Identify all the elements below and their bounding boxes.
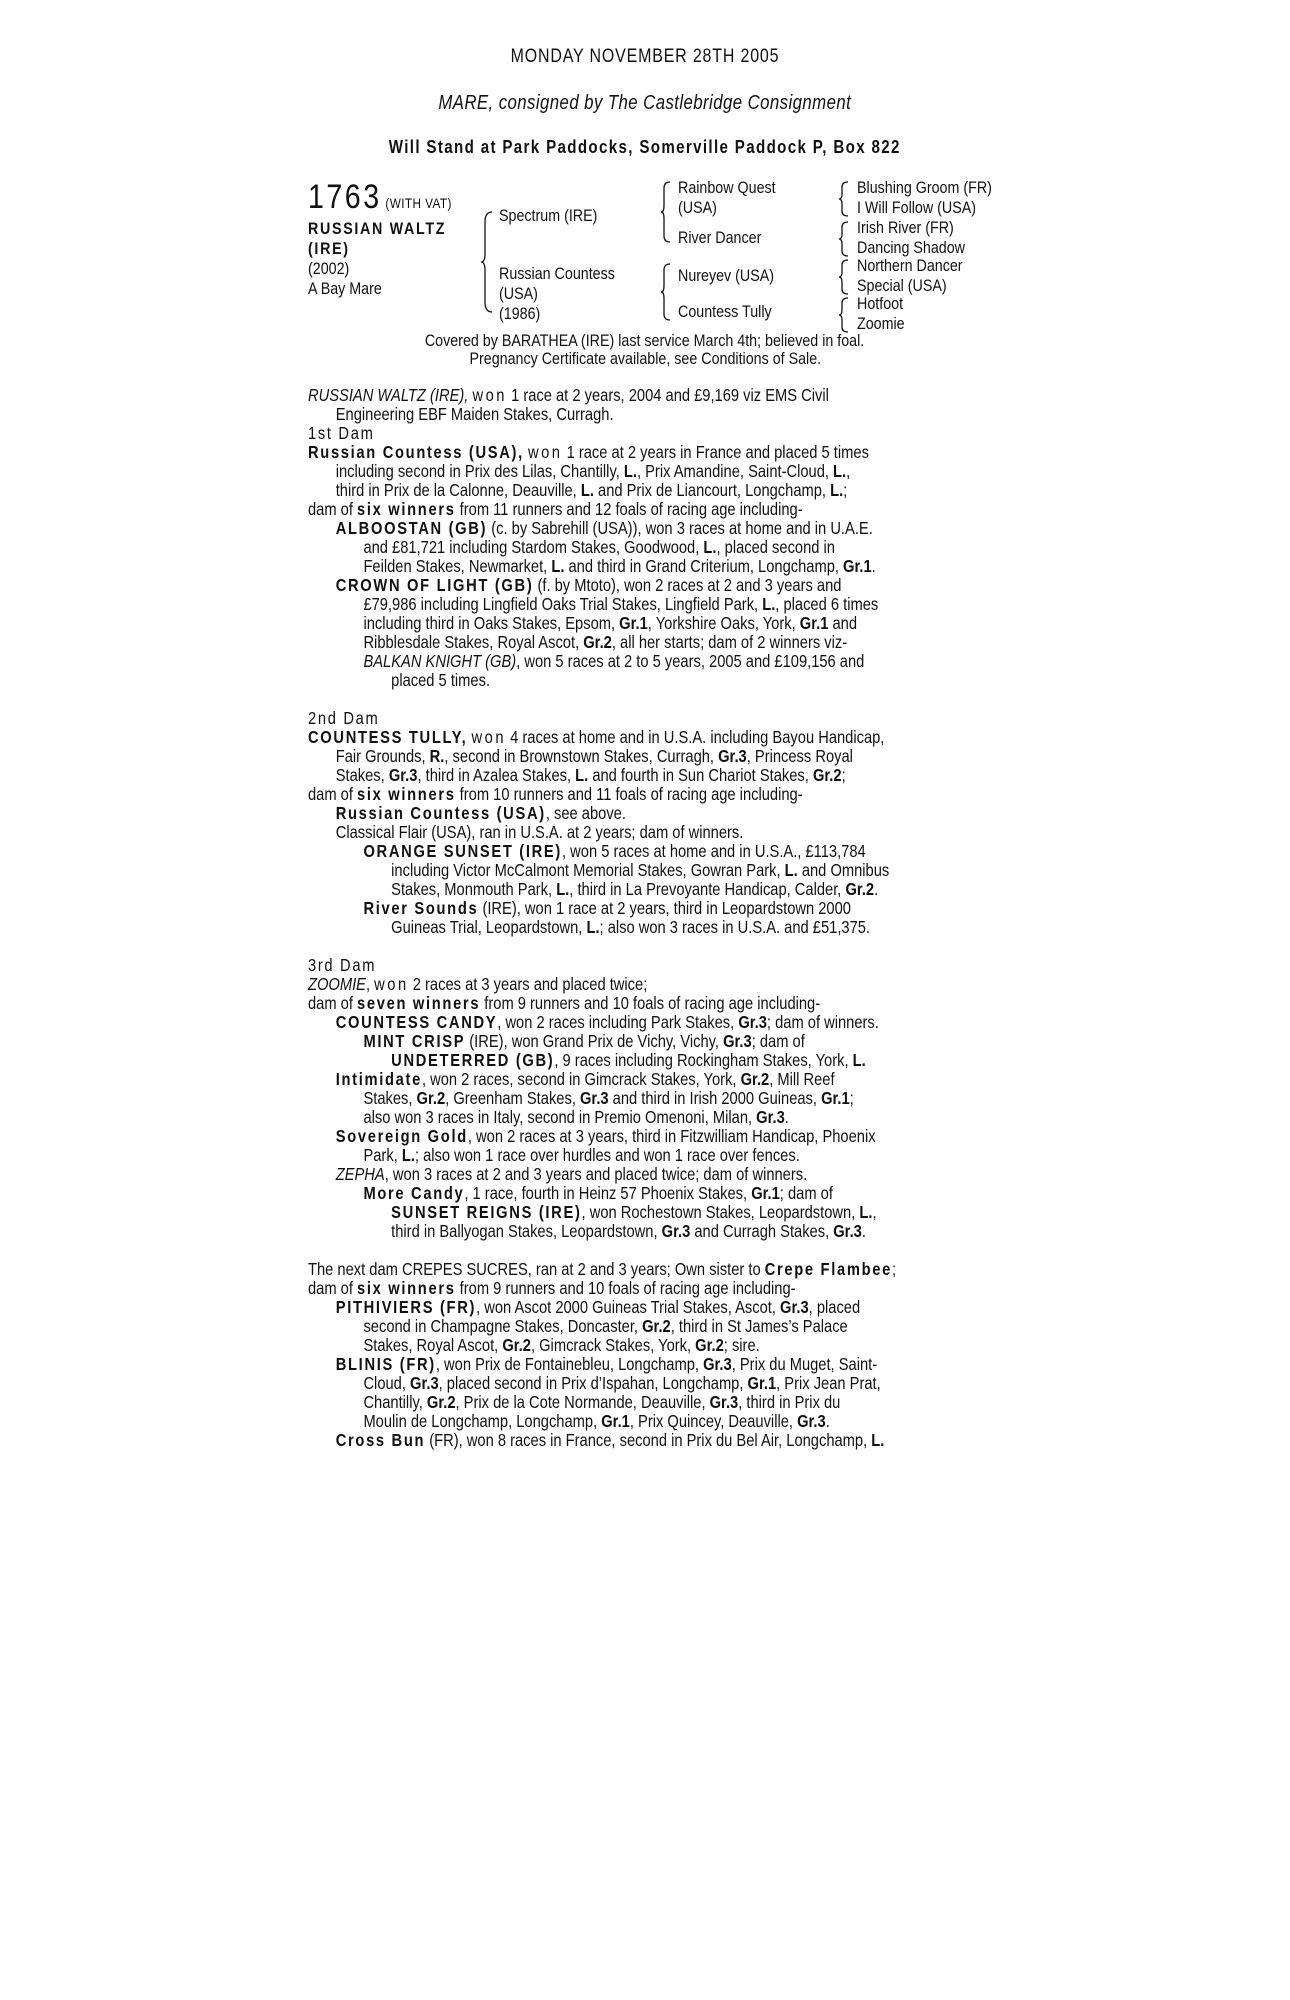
text-line: Russian Countess (USA), see above. [335,803,626,823]
section-heading: 2nd Dam [308,708,380,728]
vat-note: (WITH VAT) [385,195,452,211]
text-line: also won 3 races in Italy, second in Premio Omenoni, Milan, Gr.3. [363,1107,789,1127]
text-line: dam of six winners from 9 runners and 10 foals of racing age including- [308,1278,796,1298]
text-line: Sovereign Gold, won 2 races at 3 years, third in Fitzwilliam Handicap, Phoenix [335,1126,876,1146]
text-line: third in Prix de la Calonne, Deauville, L. and Prix de Liancourt, Longchamp, L.; [335,480,848,500]
text-line: COUNTESS CANDY, won 2 races including Park Stakes, Gr.3; dam of winners. [335,1012,879,1032]
text-line: UNDETERRED (GB), 9 races including Rockingham Stakes, York, L. [391,1050,866,1070]
pedigree-sire: Spectrum (IRE) [499,206,598,225]
text-line: The next dam CREPES SUCRES, ran at 2 and 3 years; Own sister to Crepe Flambee; [308,1259,897,1279]
text-line: River Sounds (IRE), won 1 race at 2 years, third in Leopardstown 2000 [363,898,851,918]
text-line: Park, L.; also won 1 race over hurdles and won 1 race over fences. [363,1145,800,1165]
lot-block [308,178,479,299]
text-line: including third in Oaks Stakes, Epsom, Gr.1, Yorkshire Oaks, York, Gr.1 and [363,613,858,633]
text-line: MINT CRISP (IRE), won Grand Prix de Vichy, Vichy, Gr.3; dam of [363,1031,805,1051]
text-line: £79,986 including Lingfield Oaks Trial Stakes, Lingfield Park, L., placed 6 times [363,594,879,614]
text-line: BALKAN KNIGHT (GB), won 5 races at 2 to 5 years, 2005 and £109,156 and [363,651,865,671]
text-line: Guineas Trial, Leopardstown, L.; also won 3 races in U.S.A. and £51,375. [391,917,871,937]
pedigree-sire-dam: River Dancer [678,228,762,247]
stand-location: Will Stand at Park Paddocks, Somerville Paddock P, Box 822 [388,137,901,157]
pedigree-sire-sire: Rainbow Quest (USA) [678,178,776,217]
text-line: Ribblesdale Stakes, Royal Ascot, Gr.2, all her starts; dam of 2 winners viz- [363,632,848,652]
text-line: ZEPHA, won 3 races at 2 and 3 years and placed twice; dam of winners. [335,1164,808,1184]
section-heading: 3rd Dam [308,955,377,975]
text-line: Stakes, Monmouth Park, L., third in La Prevoyante Handicap, Calder, Gr.2. [391,879,879,899]
text-line: BLINIS (FR), won Prix de Fontainebleu, Longchamp, Gr.3, Prix du Muget, Saint- [335,1354,878,1374]
text-line: More Candy, 1 race, fourth in Heinz 57 Phoenix Stakes, Gr.1; dam of [363,1183,833,1203]
text-line: Moulin de Longchamp, Longchamp, Gr.1, Prix Quincey, Deauville, Gr.3. [363,1411,830,1431]
horse-description: A Bay Mare [308,279,382,298]
text-line: Intimidate, won 2 races, second in Gimcrack Stakes, York, Gr.2, Mill Reef [335,1069,835,1089]
horse-country: (IRE) [308,239,350,258]
text-line: Stakes, Royal Ascot, Gr.2, Gimcrack Stakes, York, Gr.2; sire. [363,1335,760,1355]
brace-icon [838,180,850,218]
text-line: placed 5 times. [391,670,491,690]
lot-number: 1763 [308,178,382,216]
text-line: RUSSIAN WALTZ (IRE), won 1 race at 2 years, 2004 and £9,169 viz EMS Civil [308,385,829,405]
text-line: Cross Bun (FR), won 8 races in France, second in Prix du Bel Air, Longchamp, L. [335,1430,885,1450]
text-line: Stakes, Gr.3, third in Azalea Stakes, L. and fourth in Sun Chariot Stakes, Gr.2; [335,765,846,785]
pedigree-gen3-group-1: Blushing Groom (FR) I Will Follow (USA) [857,178,992,217]
horse-year: (2002) [308,259,350,278]
text-line: CROWN OF LIGHT (GB) (f. by Mtoto), won 2 races at 2 and 3 years and [335,575,842,595]
text-line: Classical Flair (USA), ran in U.S.A. at 2 years; dam of winners. [335,822,744,842]
brace-icon [480,210,494,314]
racing-record [308,386,998,1450]
text-line: dam of seven winners from 9 runners and 10 foals of racing age including- [308,993,821,1013]
text-line: ORANGE SUNSET (IRE), won 5 races at home and in U.S.A., £113,784 [363,841,866,861]
text-line: ZOOMIE, won 2 races at 3 years and placed twice; [308,974,648,994]
text-line: Russian Countess (USA), won 1 race at 2 years in France and placed 5 times [308,442,869,462]
pedigree-dam-dam: Countess Tully [678,302,772,321]
text-line: ALBOOSTAN (GB) (c. by Sabrehill (USA)), won 3 races at home and in U.A.E. [335,518,873,538]
brace-icon [660,262,672,322]
pedigree-dam: Russian Countess (USA) (1986) [499,264,615,323]
text-line: including second in Prix des Lilas, Chantilly, L., Prix Amandine, Saint-Cloud, L., [335,461,851,481]
text-line: Stakes, Gr.2, Greenham Stakes, Gr.3 and third in Irish 2000 Guineas, Gr.1; [363,1088,854,1108]
text-line: Engineering EBF Maiden Stakes, Curragh. [335,404,614,424]
pedigree-gen3-group-2: Irish River (FR) Dancing Shadow [857,218,965,257]
text-line: including Victor McCalmont Memorial Stakes, Gowran Park, L. and Omnibus [391,860,890,880]
text-line: dam of six winners from 11 runners and 12 foals of racing age including- [308,499,803,519]
brace-icon [838,220,850,258]
text-line: dam of six winners from 10 runners and 11 foals of racing age including- [308,784,803,804]
pedigree-gen3-group-3: Northern Dancer Special (USA) [857,256,963,295]
text-line: Fair Grounds, R., second in Brownstown Stakes, Curragh, Gr.3, Princess Royal [335,746,853,766]
consignment-line: MARE, consigned by The Castlebridge Consignment [438,92,852,114]
section-heading: 1st Dam [308,423,375,443]
covered-note: Covered by BARATHEA (IRE) last service March 4th; believed in foal. Pregnancy Certificate available, see Conditions of Sale. [425,331,865,368]
pedigree-gen3-group-4: Hotfoot Zoomie [857,294,905,333]
brace-icon [838,296,850,334]
horse-name: RUSSIAN WALTZ [308,219,447,238]
text-line: Feilden Stakes, Newmarket, L. and third in Grand Criterium, Longchamp, Gr.1. [363,556,876,576]
sale-date: MONDAY NOVEMBER 28TH 2005 [510,46,780,67]
text-line: COUNTESS TULLY, won 4 races at home and in U.S.A. including Bayou Handicap, [308,727,885,747]
text-line: third in Ballyogan Stakes, Leopardstown, Gr.3 and Curragh Stakes, Gr.3. [391,1221,866,1241]
pedigree-dam-sire: Nureyev (USA) [678,266,775,285]
text-line: PITHIVIERS (FR), won Ascot 2000 Guineas Trial Stakes, Ascot, Gr.3, placed [335,1297,861,1317]
brace-icon [838,258,850,296]
text-line: Chantilly, Gr.2, Prix de la Cote Normande, Deauville, Gr.3, third in Prix du [363,1392,841,1412]
text-line: SUNSET REIGNS (IRE), won Rochestown Stakes, Leopardstown, L., [391,1202,877,1222]
brace-icon [660,180,672,244]
text-line: and £81,721 including Stardom Stakes, Goodwood, L., placed second in [363,537,835,557]
text-line: Cloud, Gr.3, placed second in Prix d’Ispahan, Longchamp, Gr.1, Prix Jean Prat, [363,1373,881,1393]
text-line: second in Champagne Stakes, Doncaster, Gr.2, third in St James’s Palace [363,1316,848,1336]
